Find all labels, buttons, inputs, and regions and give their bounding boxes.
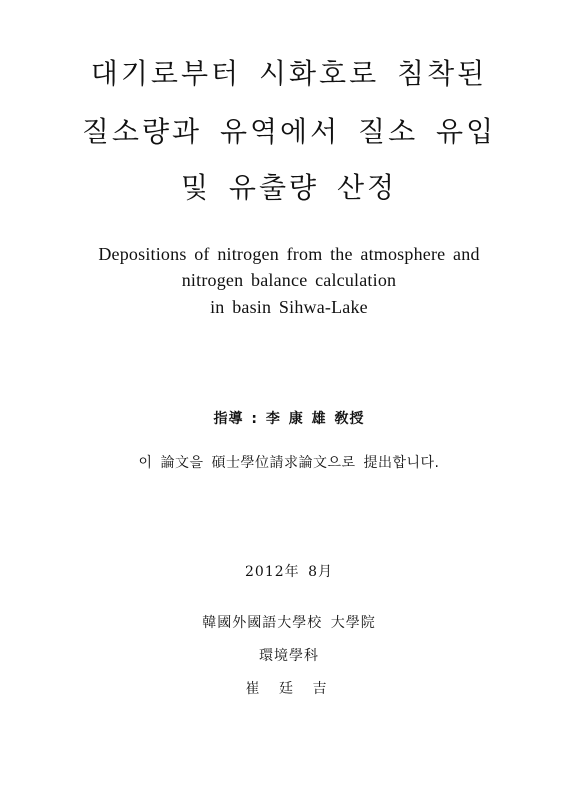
- advisor-line: 指導 : 李 康 雄 敎授: [213, 411, 365, 427]
- english-title-line-2: nitrogen balance calculation: [181, 270, 397, 290]
- english-title-line-3: in basin Sihwa-Lake: [210, 297, 368, 317]
- submission-date: 2012年 8月: [245, 564, 333, 580]
- korean-title-line-2: 질소량과 유역에서 질소 유입: [81, 115, 497, 148]
- author-name: 崔 廷 吉: [245, 681, 333, 697]
- korean-title-line-3: 및 유출량 산정: [180, 171, 398, 204]
- university-name: 韓國外國語大學校 大學院: [202, 615, 376, 631]
- english-title-line-1: Depositions of nitrogen from the atmosphere and: [98, 244, 480, 264]
- korean-title-line-1: 대기로부터 시화호로 침착된: [90, 57, 488, 90]
- department-name: 環境學科: [259, 648, 319, 664]
- submission-statement: 이 論文을 碩士學位請求論文으로 提出합니다.: [138, 455, 440, 471]
